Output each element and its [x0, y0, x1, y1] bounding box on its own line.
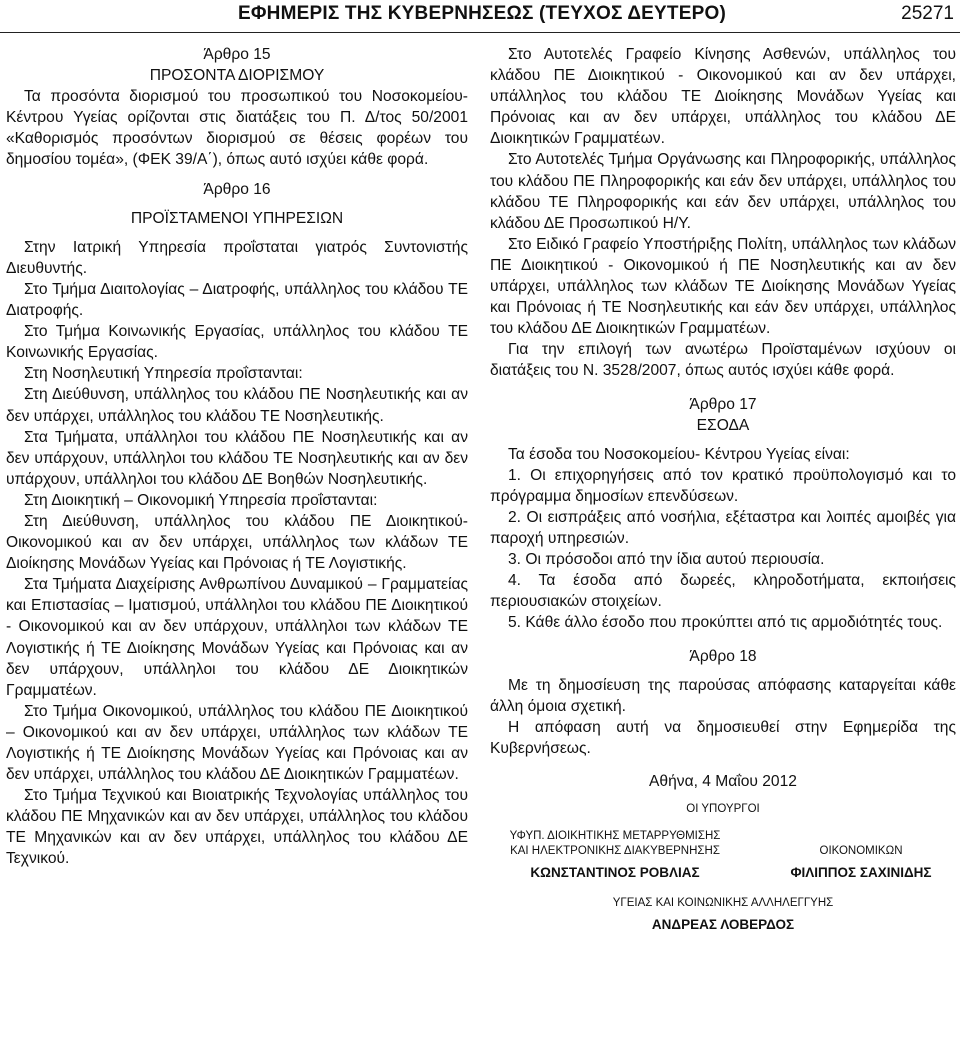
paragraph: Στα Τμήματα, υπάλληλοι του κλάδου ΠΕ Νοσηλευτικής και αν δεν υπάρχουν, υπάλληλοι του κλάδου ΤΕ Νοσηλευτικής και αν δεν υπάρχουν, υπάλληλοι του κλάδου ΔΕ Βοηθών Νοσηλευτικής. — [6, 428, 468, 488]
article-17-subtitle: ΕΣΟΔΑ — [696, 416, 750, 434]
article-15-subtitle: ΠΡΟΣΟΝΤΑ ΔΙΟΡΙΣΜΟΥ — [149, 67, 325, 85]
minister-2-title: ΟΙΚΟΝΟΜΙΚΩΝ — [819, 845, 903, 858]
gazette-title: ΕΦΗΜΕΡΙΣ ΤΗΣ ΚΥΒΕΡΝΗΣΕΩΣ (ΤΕΥΧΟΣ ΔΕΥΤΕΡΟ) — [238, 3, 726, 24]
ministers-heading: ΟΙ ΥΠΟΥΡΓΟΙ — [686, 803, 760, 816]
minister-3-title: ΥΓΕΙΑΣ ΚΑΙ ΚΟΙΝΩΝΙΚΗΣ ΑΛΛΗΛΕΓΓΥΗΣ — [612, 897, 834, 910]
paragraph: Η απόφαση αυτή να δημοσιευθεί στην Εφημερίδα της Κυβερνήσεως. — [490, 718, 956, 757]
article-17-title: Άρθρο 17 — [689, 395, 757, 413]
signature-block — [490, 802, 956, 932]
paragraph: Για την επιλογή των ανωτέρω Προϊσταμένων ισχύουν οι διατάξεις του Ν. 3528/2007, όπως αυτός ισχύει κάθε φορά. — [490, 341, 956, 380]
paragraph: Στο Τμήμα Διαιτολογίας – Διατροφής, υπάλληλος του κλάδου ΤΕ Διατροφής. — [6, 280, 468, 320]
minister-1 — [490, 829, 740, 880]
page-header — [0, 0, 960, 34]
list-item: 1. Οι επιχορηγήσεις από τον κρατικό προϋπολογισμό και το πρόγραμμα δημοσίων επενδύσεων. — [490, 466, 956, 505]
minister-1-title-b: ΚΑΙ ΗΛΕΚΤΡΟΝΙΚΗΣ ΔΙΑΚΥΒΕΡΝΗΣΗΣ — [510, 845, 720, 858]
paragraph: Στη Διεύθυνση, υπάλληλος του κλάδου ΠΕ Διοικητικού-Οικονομικού και αν δεν υπάρχει, υπάλληλος των κλάδων ΤΕ Διοίκησης Μονάδων Υγείας και Πρόνοιας ή ΤΕ Λογιστικής. — [6, 512, 468, 573]
paragraph: Στα Τμήματα Διαχείρισης Ανθρωπίνου Δυναμικού – Γραμματείας και Επιστασίας – Ιματισμού, υπάλληλοι του κλάδου ΠΕ Διοικητικού - Οικονομικού και αν δεν υπάρχουν, υπάλληλοι των κλάδων ΤΕ Λογιστικής ή ΤΕ Διοίκησης Μονάδων Υγείας και Πρόνοιας και αν δεν υπάρχουν, υπάλληλοι του κλάδου ΔΕ Διοικητικών Γραμματέων. — [6, 576, 468, 699]
list-item: 4. Τα έσοδα από δωρεές, κληροδοτήματα, εκποιήσεις περιουσιακών στοιχείων. — [490, 572, 956, 611]
article-18-title: Άρθρο 18 — [689, 647, 757, 665]
paragraph: Στο Αυτοτελές Τμήμα Οργάνωσης και Πληροφορικής, υπάλληλος του κλάδου ΠΕ Πληροφορικής και εάν δεν υπάρχει, υπάλληλος του κλάδου ΤΕ Πληροφορικής και εάν δεν υπάρχει, υπάλληλος του κλάδου ΔΕ Προσωπικού Η/Υ. — [490, 151, 956, 232]
header-rule — [0, 32, 960, 33]
minister-1-name: ΚΩΝΣΤΑΝΤΙΝΟΣ ΡΟΒΛΙΑΣ — [530, 865, 700, 881]
paragraph: Τα έσοδα του Νοσοκομείου- Κέντρου Υγείας είναι: — [508, 445, 850, 463]
list-item: 3. Οι πρόσοδοι από την ίδια αυτού περιουσία. — [508, 551, 825, 569]
minister-2 — [766, 829, 956, 880]
paragraph: Στην Ιατρική Υπηρεσία προΐσταται γιατρός Συντονιστής Διευθυντής. — [6, 238, 468, 277]
right-column — [490, 44, 956, 932]
minister-1-title-a: ΥΦΥΠ. ΔΙΟΙΚΗΤΙΚΗΣ ΜΕΤΑΡΡΥΘΜΙΣΗΣ — [509, 830, 721, 843]
paragraph: Στο Ειδικό Γραφείο Υποστήριξης Πολίτη, υπάλληλος των κλάδων ΠΕ Διοικητικού - Οικονομικού ή ΠΕ Νοσηλευτικής και αν δεν υπάρχει, υπάλληλος των κλάδων ΤΕ Διοίκησης Μονάδων Υγείας και Πρόνοιας ή ΤΕ Νοσηλευτικής και εάν δεν υπάρχει, υπάλληλος του κλάδου ΔΕ Διοικητικών Γραμματέων. — [490, 235, 956, 338]
paragraph: Με τη δημοσίευση της παρούσας απόφασης καταργείται κάθε άλλη όμοια σχετική. — [490, 676, 956, 715]
paragraph: Στο Αυτοτελές Γραφείο Κίνησης Ασθενών, υπάλληλος του κλάδου ΠΕ Διοικητικού - Οικονομικού και αν δεν υπάρχει, υπάλληλος του κλάδου ΤΕ Διοίκησης Μονάδων Υγείας και Πρόνοιας και αν δεν υπάρχει, υπάλληλος του κλάδου ΔΕ Διοικητικών Γραμματέων. — [490, 46, 956, 148]
article-15-paragraph: Τα προσόντα διορισμού του προσωπικού του Νοσοκομείου- Κέντρου Υγείας ορίζονται στις διατάξεις του Π. Δ/τος 50/2001 «Καθορισμός προσόντων διορισμού σε θέσεις φορέων του δημοσίου τομέα», (ΦΕΚ 39/Α΄), όπως αυτό ισχύει κάθε φορά. — [6, 88, 468, 169]
list-item: 2. Οι εισπράξεις από νοσήλια, εξέταστρα και λοιπές αμοιβές για παροχή υπηρεσιών. — [490, 508, 956, 548]
paragraph: Στο Τμήμα Κοινωνικής Εργασίας, υπάλληλος του κλάδου ΤΕ Κοινωνικής Εργασίας. — [6, 323, 468, 362]
article-16-title: Άρθρο 16 — [203, 180, 271, 198]
list-item: 5. Κάθε άλλο έσοδο που προκύπτει από τις αρμοδιότητές τους. — [508, 614, 943, 632]
paragraph: Στη Διοικητική – Οικονομική Υπηρεσία προΐστανται: — [24, 491, 378, 509]
minister-3-name: ΑΝΔΡΕΑΣ ΛΟΒΕΡΔΟΣ — [651, 917, 795, 933]
page-number: 25271 — [901, 3, 954, 24]
minister-3 — [490, 896, 956, 932]
minister-2-name: ΦΙΛΙΠΠΟΣ ΣΑΧΙΝΙΔΗΣ — [790, 865, 932, 881]
signing-date: Αθήνα, 4 Μαΐου 2012 — [649, 773, 797, 790]
paragraph: Στη Διεύθυνση, υπάλληλος του κλάδου ΠΕ Νοσηλευτικής και αν δεν υπάρχει, υπάλληλος του κλάδου ΤΕ Νοσηλευτικής. — [6, 386, 468, 425]
article-16-subtitle: ΠΡΟΪΣΤΑΜΕΝΟΙ ΥΠΗΡΕΣΙΩΝ — [130, 209, 344, 227]
paragraph: Στη Νοσηλευτική Υπηρεσία προΐστανται: — [24, 365, 303, 383]
paragraph: Στο Τμήμα Οικονομικού, υπάλληλος του κλάδου ΠΕ Διοικητικού – Οικονομικού και αν δεν υπάρχει, υπάλληλος των κλάδων ΤΕ Λογιστικής ή ΤΕ Διοίκησης Μονάδων Υγείας και Πρόνοιας και αν δεν υπάρχει, υπάλληλος του κλάδου ΔΕ Διοικητικών Γραμματέων. — [6, 702, 468, 784]
left-column — [6, 44, 468, 870]
paragraph: Στο Τμήμα Τεχνικού και Βιοιατρικής Τεχνολογίας υπάλληλος του κλάδου ΠΕ Μηχανικών και αν δεν υπάρχει, υπάλληλος του κλάδου ΤΕ Μηχανικών και αν δεν υπάρχει, υπάλληλος του κλάδου ΔΕ Τεχνικού. — [6, 787, 468, 868]
article-15-title: Άρθρο 15 — [203, 46, 271, 63]
